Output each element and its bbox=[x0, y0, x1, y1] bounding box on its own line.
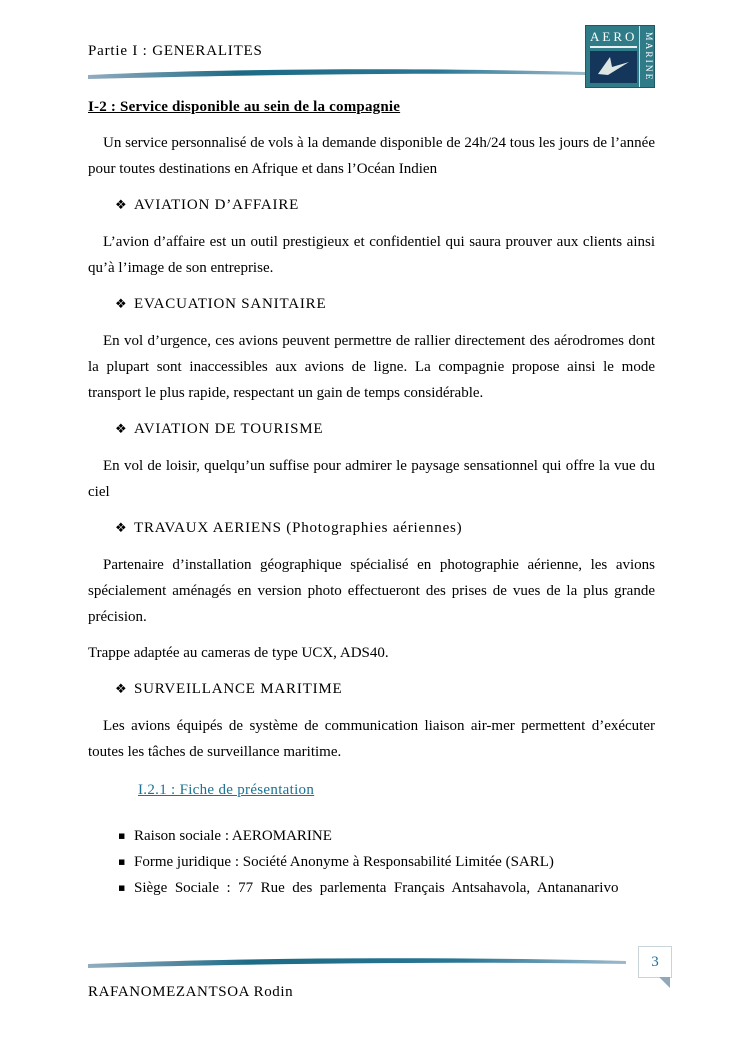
service-title: EVACUATION SANITAIRE bbox=[134, 296, 327, 312]
service-title: AVIATION D’AFFAIRE bbox=[134, 197, 300, 213]
page-header bbox=[88, 25, 655, 88]
page-number-box bbox=[638, 946, 672, 978]
page-corner-decoration bbox=[659, 977, 670, 988]
diamond-bullet-icon: ❖ bbox=[115, 521, 127, 536]
logo-left-panel bbox=[586, 26, 640, 87]
service-heading-travaux-aeriens bbox=[88, 515, 655, 542]
intro-paragraph: Un service personnalisé de vols à la demande disponible de 24h/24 tous les jours de l’année pour toutes destinations en Afrique et dans l’Océan Indien bbox=[88, 135, 655, 177]
service-heading-surveillance-maritime bbox=[88, 676, 655, 703]
diamond-bullet-icon: ❖ bbox=[115, 198, 127, 213]
fiche-list bbox=[118, 823, 655, 901]
subsection-title: I.2.1 : Fiche de présentation bbox=[138, 782, 315, 798]
diamond-bullet-icon: ❖ bbox=[115, 422, 127, 437]
list-item-text: Raison sociale : AEROMARINE bbox=[134, 828, 332, 844]
list-item-raison-sociale bbox=[118, 823, 655, 849]
page-number: 3 bbox=[651, 953, 659, 970]
service-heading-evacuation-sanitaire bbox=[88, 291, 655, 318]
service-heading-aviation-affaire bbox=[88, 192, 655, 219]
paragraph: Les avions équipés de système de communication liaison air-mer permettent d’exécuter toutes les tâches de surveillance maritime. bbox=[88, 718, 655, 760]
service-title: AVIATION DE TOURISME bbox=[134, 421, 324, 437]
header-title: Partie I : GENERALITES bbox=[88, 43, 263, 59]
bird-icon bbox=[590, 51, 637, 83]
logo-aero-text: AERO bbox=[590, 29, 637, 48]
section-title: I-2 : Service disponible au sein de la compagnie bbox=[88, 99, 401, 115]
paragraph: En vol d’urgence, ces avions peuvent permettre de rallier directement des aérodromes dont la plupart sont inaccessibles aux avions de ligne. La compagnie propose ainsi le mode transport le plus rapide, respectant un gain de temps considérable. bbox=[88, 333, 655, 401]
footer-author: RAFANOMEZANTSOA Rodin bbox=[88, 984, 294, 1000]
square-bullet-icon: ▪ bbox=[118, 855, 126, 868]
paragraph: Partenaire d’installation géographique spécialisé en photographie aérienne, les avions spécialement aménagés en version photo effectueront des prises de vues de la plus grande précision. bbox=[88, 557, 655, 625]
list-item-text: Siège Sociale : 77 Rue des parlementa Français Antsahavola, Antananarivo bbox=[134, 880, 619, 896]
header-divider-swoosh bbox=[88, 67, 585, 80]
service-title: SURVEILLANCE MARITIME bbox=[134, 681, 343, 697]
square-bullet-icon: ▪ bbox=[118, 829, 126, 842]
service-heading-aviation-tourisme bbox=[88, 416, 655, 443]
page-footer bbox=[88, 946, 659, 1001]
logo-marine-text: MARINE bbox=[642, 31, 653, 82]
list-item-siege-sociale bbox=[118, 875, 655, 901]
aeromarine-logo bbox=[585, 25, 655, 88]
square-bullet-icon: ▪ bbox=[118, 881, 126, 894]
diamond-bullet-icon: ❖ bbox=[115, 682, 127, 697]
document-body bbox=[88, 94, 655, 901]
paragraph: En vol de loisir, quelqu’un suffise pour admirer le paysage sensationnel qui offre la vue du ciel bbox=[88, 458, 655, 500]
paragraph: L’avion d’affaire est un outil prestigieux et confidentiel qui saura prouver aux clients ainsi qu’à l’image de son entreprise. bbox=[88, 234, 655, 276]
diamond-bullet-icon: ❖ bbox=[115, 297, 127, 312]
list-item-text: Forme juridique : Société Anonyme à Responsabilité Limitée (SARL) bbox=[134, 854, 554, 870]
paragraph: Trappe adaptée au cameras de type UCX, ADS40. bbox=[88, 645, 389, 661]
list-item-forme-juridique bbox=[118, 849, 655, 875]
service-title: TRAVAUX AERIENS (Photographies aériennes) bbox=[134, 520, 463, 536]
footer-divider-swoosh bbox=[88, 956, 626, 969]
